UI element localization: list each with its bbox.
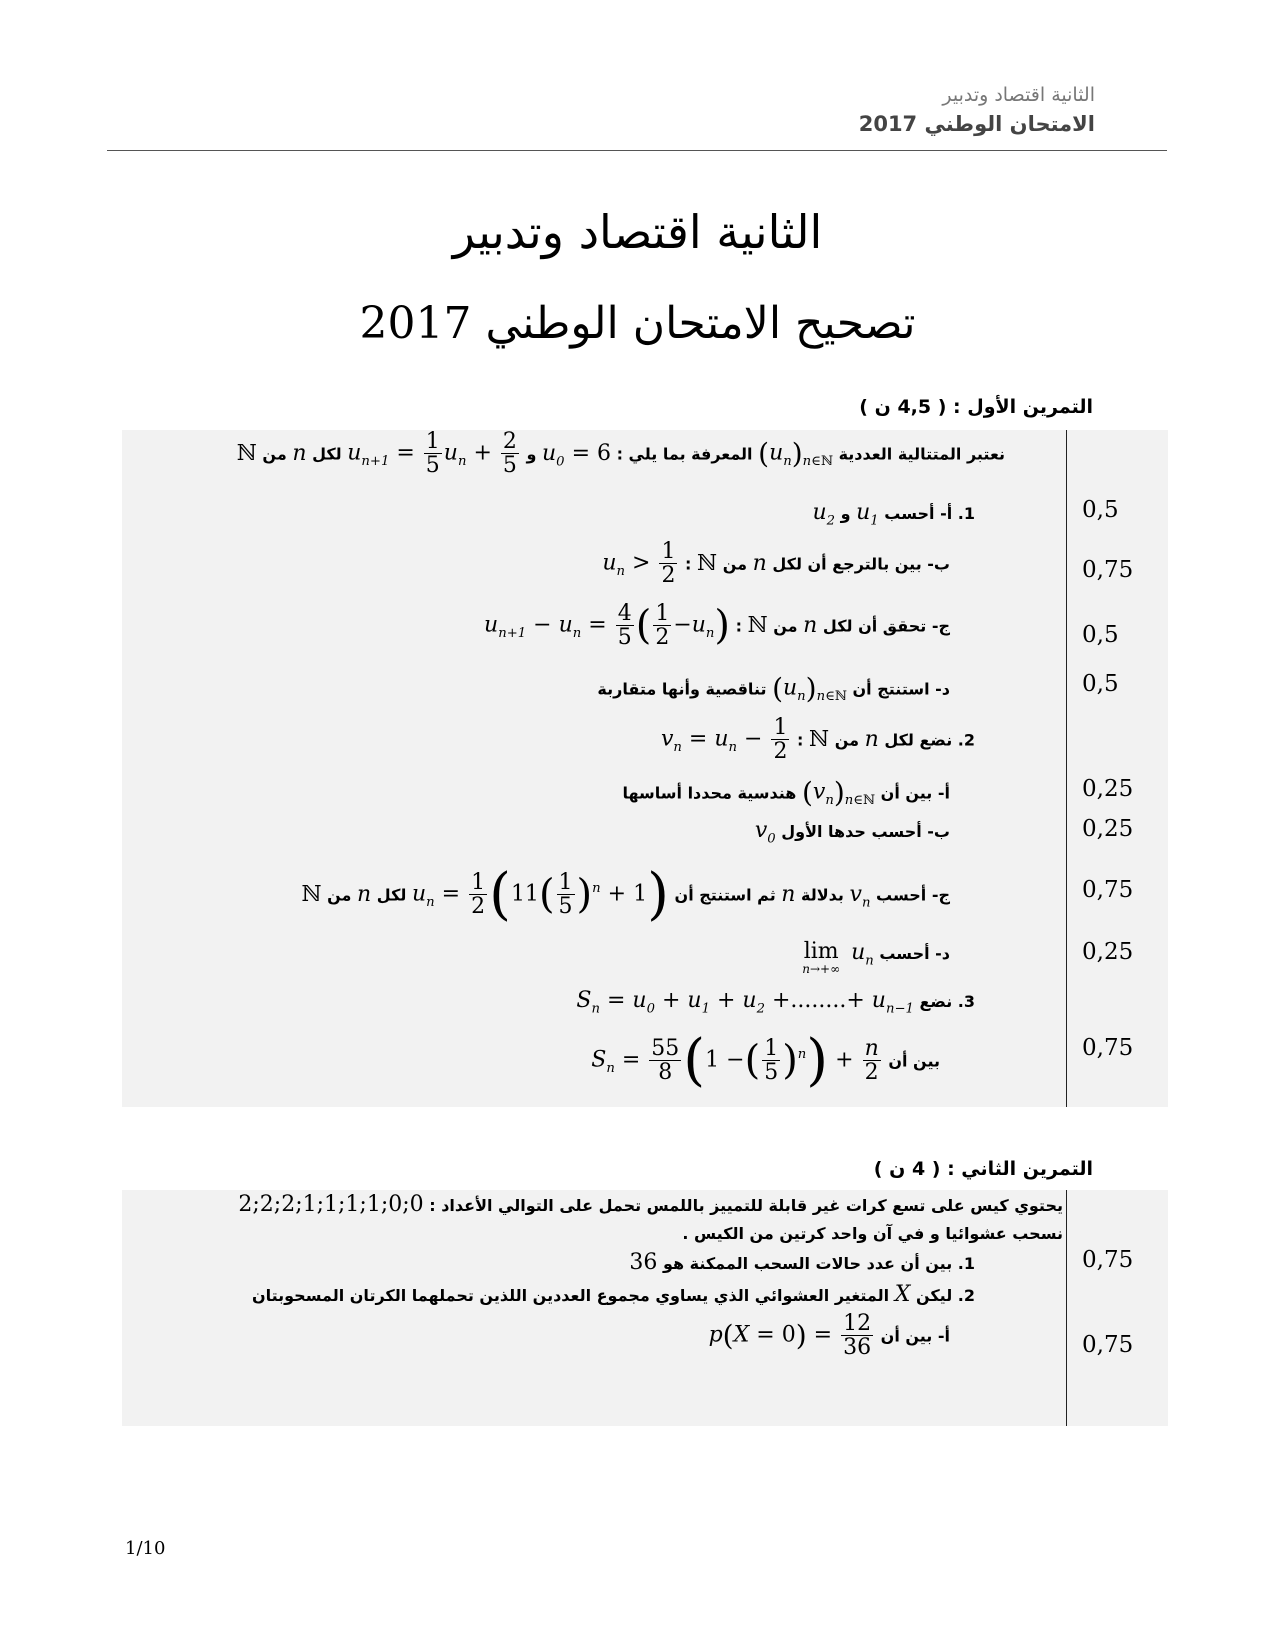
page-title-subject: الثانية اقتصاد وتدبير	[452, 205, 823, 259]
grade-q2d: 0,25	[1082, 939, 1134, 965]
exercise2-heading: التمرين الثاني : ( 4 ن )	[873, 1158, 1093, 1180]
grade-q1b: 0,75	[1082, 557, 1134, 583]
exercise1-grade-divider	[1066, 430, 1067, 1107]
ex2-q2a: أ- بين أن p(X = 0) = $\frac{12}{36}$	[708, 1311, 950, 1361]
q3-define-sn: 3. نضع $S_n = u_0 + u_1 + u_2$ +........+ $u_{n-1}$	[576, 988, 975, 1017]
grade-q3b: 0,75	[1082, 1035, 1134, 1061]
header-subject: الثانية اقتصاد وتدبير	[942, 84, 1095, 106]
grade-q1a: 0,5	[1082, 497, 1119, 523]
q1b-induction: ب- بين بالترجع أن لكل n من ℕ : $u_n$ > $\frac{1}{2}$	[602, 539, 950, 589]
q1d-monotonic: د- استنتج أن $(u_n)_{n\in ℕ}$ تناقصية وأنها متقاربة	[597, 672, 950, 705]
q1-compute-u1-u2: 1. أ- أحسب $u_1$ و $u_2$	[812, 500, 975, 529]
q2-define-vn: 2. نضع لكل n من ℕ : $v_n = u_n$ − $\frac{1}{2}$	[660, 715, 975, 765]
q2a-geometric: أ- بين أن $(v_n)_{n\in ℕ}$ هندسية محددا أساسها	[622, 776, 950, 809]
header-exam: الامتحان الوطني 2017	[858, 112, 1095, 136]
exercise1-intro: نعتبر المتتالية العددية $(u_n)_{n\in ℕ}$ المعرفة بما يلي : $u_0 = 6$ و $u_{n+1}$ = $\frac{1}{5}$ $u_n$ + $\frac{2}{5}$ لكل n من ℕ	[236, 429, 1005, 479]
grade-q2b: 0,25	[1082, 816, 1134, 842]
ex2-q2: 2. ليكن X المتغير العشوائي الذي يساوي مجموع العددين اللذين تحملهما الكرتان المسحوبتان	[251, 1282, 975, 1307]
grade-ex2-q1: 0,75	[1082, 1247, 1134, 1273]
grade-q1c: 0,5	[1082, 622, 1119, 648]
exercise1-heading: التمرين الأول : ( 4,5 ن )	[859, 396, 1093, 418]
page-number: 1/10	[125, 1538, 166, 1559]
exercise2-grade-divider	[1066, 1190, 1067, 1426]
q3b-show-sn: بين أن $S_n$ = $\frac{55}{8}$ (1 −( $\frac{1}{5}$ )$^n$) + $\frac{n}{2}$	[591, 1028, 940, 1093]
page-title-exam: تصحيح الامتحان الوطني 2017	[359, 298, 916, 349]
grade-q2c: 0,75	[1082, 877, 1134, 903]
q1c-verify: ج- تحقق أن لكل n من ℕ : $u_{n+1} - u_n$ = $\frac{4}{5}$ ( $\frac{1}{2}$ $-u_n$)	[484, 601, 950, 651]
exercise2-draw: نسحب عشوائيا و في آن واحد كرتين من الكيس .	[682, 1224, 1063, 1243]
header-divider	[107, 150, 1167, 151]
grade-ex2-q2a: 0,75	[1082, 1332, 1134, 1358]
exercise2-intro: يحتوي كيس على تسع كرات غير قابلة للتمييز باللمس تحمل على التوالي الأعداد : 2;2;2;1;1;1;1;0;0	[238, 1192, 1063, 1217]
q2c-express-un: ج- أحسب $v_n$ بدلالة n ثم استنتج أن $u_n$ = $\frac{1}{2}$ (11( $\frac{1}{5}$ )$^n$ + 1) لكل n من ℕ	[301, 862, 950, 927]
q2b-first-term: ب- أحسب حدها الأول $v_0$	[754, 818, 950, 847]
ex2-q1: 1. بين أن عدد حالات السحب الممكنة هو 36	[629, 1250, 975, 1275]
q2d-limit: د- أحسب lim n→+∞ $u_n$	[802, 939, 950, 977]
grade-q1d: 0,5	[1082, 671, 1119, 697]
grade-q2a: 0,25	[1082, 776, 1134, 802]
